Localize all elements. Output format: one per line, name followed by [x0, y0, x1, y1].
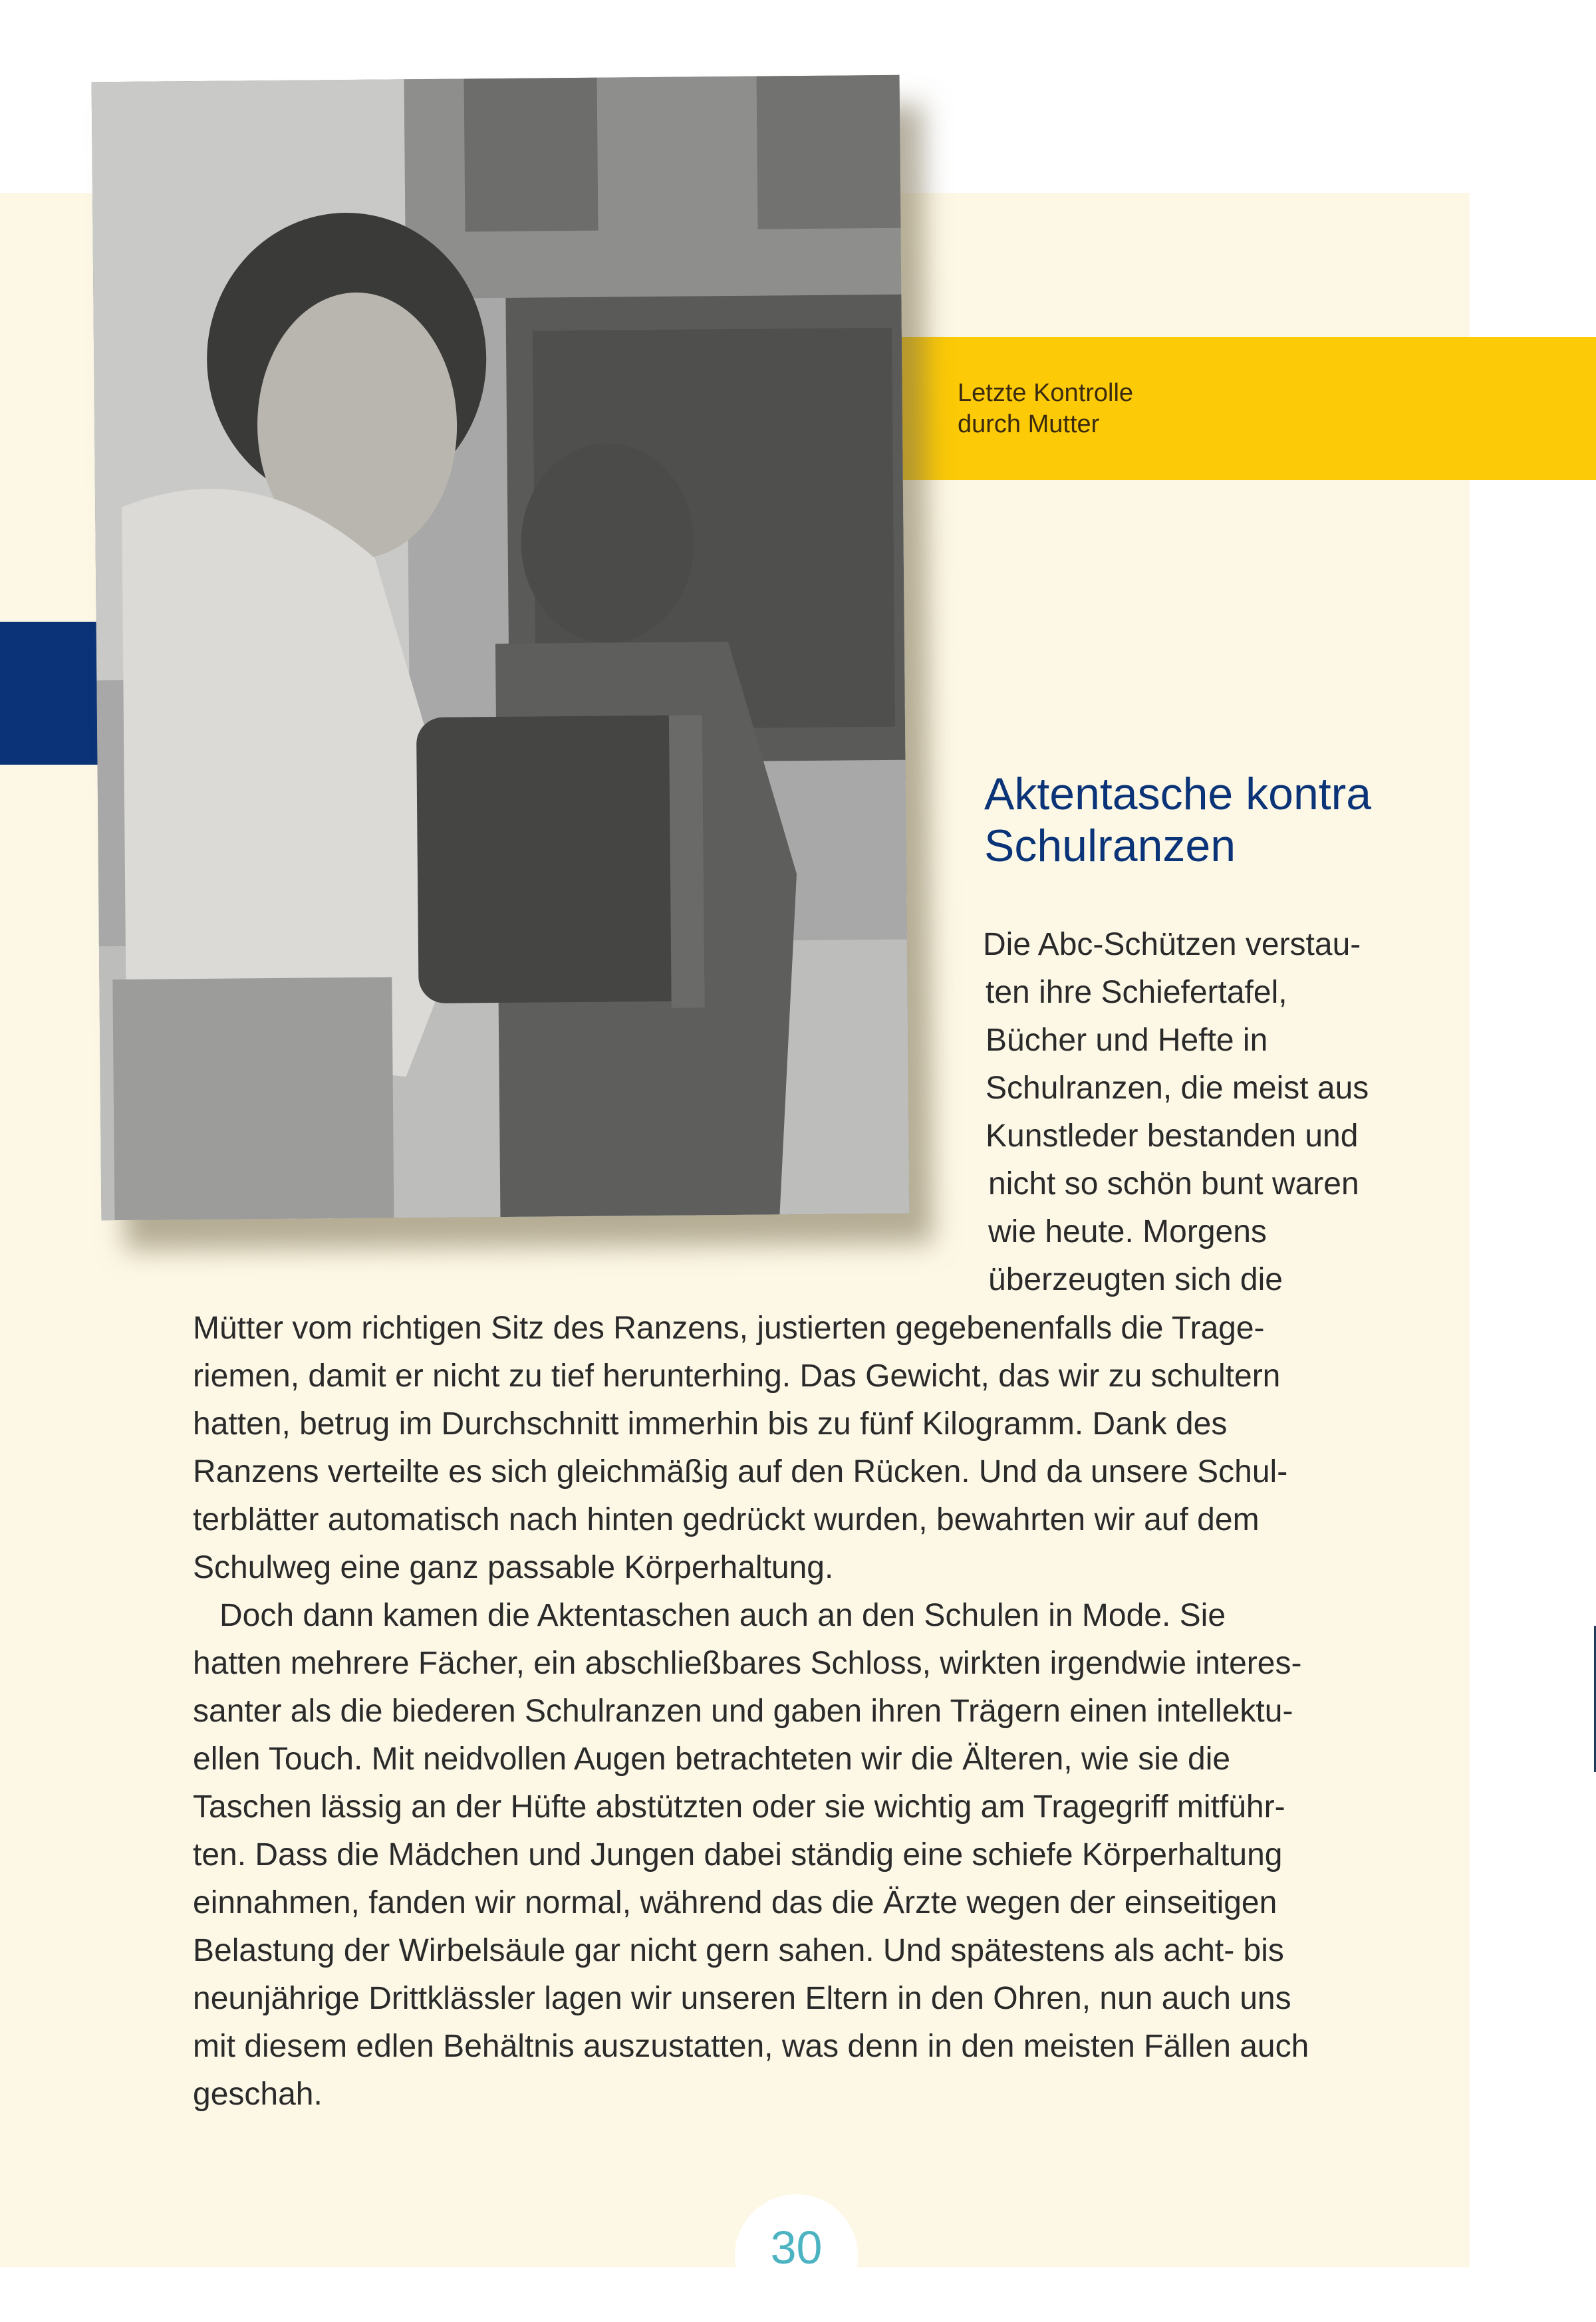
- text-line: santer als die biederen Schulranzen und gaben ihren Trägern einen intellektu-: [193, 1694, 1293, 1729]
- text-line: Die Abc-Schützen verstau-: [983, 927, 1361, 962]
- text-line: hatten mehrere Fächer, ein abschließbares Schloss, wirkten irgendwie interes-: [193, 1646, 1302, 1681]
- text-line: Ranzens verteilte es sich gleichmäßig auf den Rücken. Und da unsere Schul-: [193, 1454, 1288, 1489]
- text-line: terblätter automatisch nach hinten gedrückt wurden, bewahrten wir auf dem: [193, 1502, 1260, 1537]
- text-line: Kunstleder bestanden und: [986, 1118, 1359, 1154]
- photo-illustration: [92, 75, 910, 1221]
- text-line: hatten, betrug im Durchschnitt immerhin bis zu fünf Kilogramm. Dank des: [193, 1406, 1228, 1442]
- photo-caption: [958, 378, 1133, 440]
- text-line: neunjährige Drittklässler lagen wir unseren Eltern in den Ohren, nun auch uns: [193, 1981, 1291, 2016]
- text-line: Doch dann kamen die Aktentaschen auch an den Schulen in Mode. Sie: [193, 1598, 1226, 1633]
- photo-frame: [92, 75, 910, 1221]
- text-line: Schulweg eine ganz passable Körperhaltung.: [193, 1550, 834, 1585]
- text-line: einnahmen, fanden wir normal, während das die Ärzte wegen der einseitigen: [193, 1885, 1277, 1920]
- text-line: überzeugten sich die: [988, 1262, 1283, 1297]
- page-number: 30: [770, 2222, 823, 2273]
- heading-line: Aktentasche kontra: [984, 769, 1372, 819]
- lead-paragraph: [983, 921, 1448, 1304]
- article-heading: [984, 768, 1371, 872]
- text-line: Bücher und Hefte in: [986, 1023, 1268, 1058]
- text-line: mit diesem edlen Behältnis auszustatten, was denn in den meisten Fällen auch: [193, 2029, 1309, 2064]
- text-line: ten. Dass die Mädchen und Jungen dabei ständig eine schiefe Körperhaltung: [193, 1837, 1283, 1872]
- text-line: Taschen lässig an der Hüfte abstützten oder sie wichtig am Tragegriff mitführ-: [193, 1789, 1285, 1825]
- blue-accent-block: [0, 622, 106, 765]
- text-line: ellen Touch. Mit neidvollen Augen betrachteten wir die Älteren, wie sie die: [193, 1742, 1231, 1777]
- body-text: [193, 1305, 1443, 2119]
- text-line: geschah.: [193, 2077, 323, 2112]
- text-line: nicht so schön bunt waren: [988, 1166, 1359, 1202]
- caption-line: durch Mutter: [958, 410, 1100, 438]
- photo-mother-and-boy: [92, 75, 910, 1221]
- text-line: ten ihre Schiefertafel,: [986, 975, 1287, 1010]
- heading-line: Schulranzen: [984, 821, 1236, 871]
- text-line: Mütter vom richtigen Sitz des Ranzens, justierten gegebenenfalls die Trage-: [193, 1311, 1265, 1346]
- text-line: riemen, damit er nicht zu tief herunterhing. Das Gewicht, das wir zu schultern: [193, 1358, 1281, 1394]
- text-line: Belastung der Wirbelsäule gar nicht gern sahen. Und spätestens als acht- bis: [193, 1933, 1284, 1968]
- text-line: Schulranzen, die meist aus: [986, 1071, 1369, 1106]
- caption-line: Letzte Kontrolle: [958, 379, 1134, 407]
- text-line: wie heute. Morgens: [988, 1214, 1267, 1249]
